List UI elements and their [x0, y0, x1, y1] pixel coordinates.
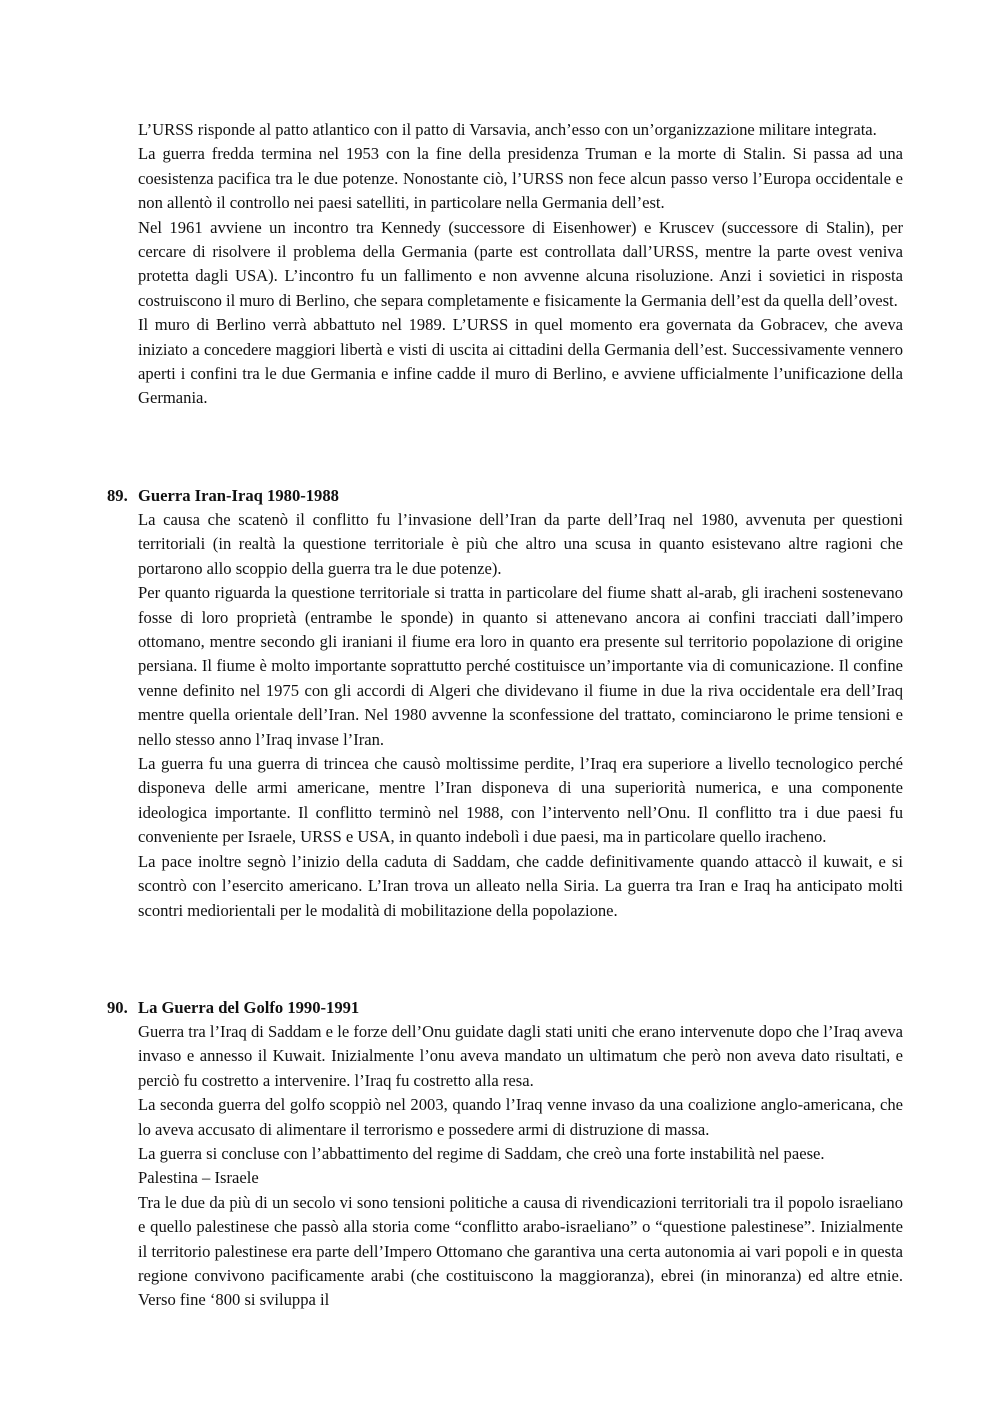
paragraph: La seconda guerra del golfo scoppiò nel 2003, quando l’Iraq venne invaso da una coalizione anglo-americana, che lo aveva accusato di alimentare il terrorismo e possedere armi di distruzione di massa. — [138, 1095, 903, 1139]
intro-text-block — [138, 118, 903, 411]
paragraph: Per quanto riguarda la questione territoriale si tratta in particolare del fiume shatt al-arab, gli iracheni sostenevano fosse di loro proprietà (entrambe le sponde) in quanto si attenevano ancora ai confini tracciati dall’impero ottomano, mentre secondo gli iraniani il fiume era loro in quanto era presente sul territorio popolazione di origine persiana. Il fiume è molto importante soprattutto perché costituisce un’importante via di comunicazione. Il confine venne definito nel 1975 con gli accordi di Algeri che dividevano il fiume in due la riva occidentale era dell’Iraq mentre quella orientale dell’Iran. Nel 1980 avvenne la sconfessione del trattato, cominciarono le prime tensioni e nello stesso anno l’Iraq invase l’Iran. — [138, 583, 903, 749]
paragraph: La causa che scatenò il conflitto fu l’invasione dell’Iran da parte dell’Iraq nel 1980, avvenuta per questioni territoriali (in realtà la questione territoriale è più che altro una scusa in quanto esistevano altre ragioni che portarono allo scoppio della guerra tra le due potenze). — [138, 510, 903, 578]
subheading-text: Palestina – Israele — [138, 1168, 259, 1188]
section-90-text-block — [138, 1020, 903, 1313]
paragraph: Il muro di Berlino verrà abbattuto nel 1989. L’URSS in quel momento era governata da Gobracev, che aveva iniziato a concedere maggiori libertà e visti di uscita ai cittadini della Germania dell’est. Successivamente vennero aperti i confini tra le due Germania e infine cadde il muro di Berlino, e avviene ufficialmente l’unificazione della Germania. — [138, 315, 903, 408]
section-heading-89 — [107, 484, 339, 508]
paragraph: Nel 1961 avviene un incontro tra Kennedy (successore di Eisenhower) e Kruscev (successore di Stalin), per cercare di risolvere il problema della Germania (parte est controllata dall’URSS, mentre la parte ovest veniva protetta dagli USA). L’incontro fu un fallimento e non avvenne alcuna risoluzione. Anzi i sovietici in risposta costruiscono il muro di Berlino, che separa completamente e fisicamente la Germania dell’est da quella dell’ovest. — [138, 217, 903, 310]
section-title: Guerra Iran-Iraq 1980-1988 — [138, 486, 339, 505]
paragraph: La guerra si concluse con l’abbattimento del regime di Saddam, che creò una forte instabilità nel paese. — [138, 1144, 825, 1164]
paragraph: La guerra fu una guerra di trincea che causò moltissime perdite, l’Iraq era superiore a livello tecnologico perché disponeva delle armi americane, mentre l’Iran disponeva di una superiorità numerica, e una componente ideologica importante. Il conflitto terminò nel 1988, con l’intervento nell’Onu. Il conflitto tra i due paesi fu conveniente per Israele, URSS e USA, in quanto indebolì i due paesi, ma in particolare quello iracheno. — [138, 754, 903, 847]
paragraph: Guerra tra l’Iraq di Saddam e le forze dell’Onu guidate dagli stati uniti che erano intervenute dopo che l’Iraq aveva invaso e annesso il Kuwait. Inizialmente l’onu aveva mandato un ultimatum che però non aveva dato risultati, e perciò fu costretto a intervenire. l’Iraq fu costretto alla resa. — [138, 1022, 903, 1090]
section-89-text-block — [138, 508, 903, 923]
section-heading-90 — [107, 996, 359, 1020]
section-number: 90. — [107, 998, 128, 1017]
paragraph: La pace inoltre segnò l’inizio della caduta di Saddam, che cadde definitivamente quando attaccò il kuwait, e si scontrò con l’esercito americano. L’Iran trova un alleato nella Siria. La guerra tra Iran e Iraq ha anticipato molti scontri mediorientali per le modalità di mobilitazione della popolazione. — [138, 851, 903, 920]
section-title: La Guerra del Golfo 1990-1991 — [138, 998, 360, 1017]
paragraph: Tra le due da più di un secolo vi sono tensioni politiche a causa di rivendicazioni territoriali tra il popolo israeliano e quello palestinese che passò alla storia come “conflitto arabo-israeliano” o “questione palestinese”. Inizialmente il territorio palestinese era parte dell’Impero Ottomano che garantiva una certa autonomia ai vari popoli e in questa regione convivono pacificamente arabi (che costituiscono la maggioranza), ebrei (in minoranza) ed altre etnie. Verso fine ‘800 si sviluppa il — [138, 1192, 903, 1310]
paragraph: La guerra fredda termina nel 1953 con la fine della presidenza Truman e la morte di Stalin. Si passa ad una coesistenza pacifica tra le due potenze. Nonostante ciò, l’URSS non fece alcun passo verso l’Europa occidentale e non allentò il controllo nei paesi satelliti, in particolare nella Germania dell’est. — [138, 144, 903, 213]
section-number: 89. — [107, 486, 128, 505]
paragraph: L’URSS risponde al patto atlantico con il patto di Varsavia, anch’esso con un’organizzazione militare integrata. — [138, 120, 877, 139]
